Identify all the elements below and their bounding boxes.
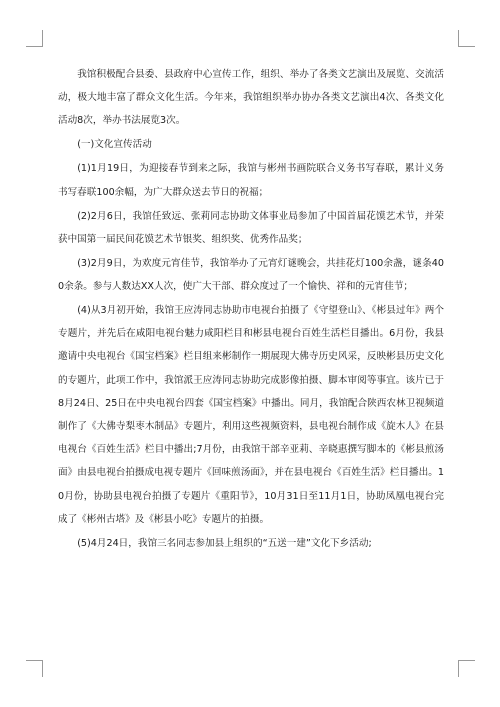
item-paragraph-5: (5)4月24日，我馆三名同志参加县上组织的“五送一建”文化下乡活动; [77,537,372,549]
section-heading: (一)文化宣传活动 [77,139,152,151]
crop-mark-top-left [26,30,43,47]
crop-mark-bottom-right [458,660,475,677]
item-paragraph-2: (2)2月6日，我馆任致远、张莉同志协助文体事业局参加了中国首届花馍艺术节，并荣获中国第一届民间花馍艺术节银奖、组织奖、优秀作品奖； [58,210,444,245]
intro-paragraph: 我馆积极配合县委、县政府中心宣传工作，组织、举办了各类文艺演出及展览、交流活动，极大地丰富了群众文化生活。今年来，我馆组织举办协办各类文艺演出4次、各类文化活动8次，举办书法展览3次。 [58,69,444,127]
item-paragraph-3: (3)2月9日，为欢度元宵佳节，我馆举办了元宵灯谜晚会，共挂花灯100余盏，谜条400余条。参与人数达XX人次，使广大干部、群众度过了一个愉快、祥和的元宵佳节； [58,257,444,293]
document-body [58,63,444,555]
item-paragraph-4: (4)从3月初开始，我馆王应涛同志协助市电视台拍摄了《守望登山》、《彬县过年》两个专题片，并先后在咸阳电视台魅力咸阳栏目和彬县电视台百姓生活栏目播出。6月份，我县邀请中央电视台《国宝档案》栏目组来彬制作一期展现大佛寺历史风采，反映彬县历史文化的专题片，此项工作中，我馆派王应涛同志协助完成影像拍摄、脚本审阅等事宜。该片已于8月24日、25日在中央电视台四套《国宝档案》中播出。同月，我馆配合陕西农林卫视频道制作了《大佛寺梨枣木制品》专题片，利用这些视频资料，县电视台制作成《旋木人》在县电视台《百姓生活》栏目中播出;7月份，由我馆干部辛亚莉、辛晓惠撰写脚本的《彬县煎汤面》由县电视台拍摄成电视专题片《回味煎汤面》，并在县电视台《百姓生活》栏目播出。10月份，协助县电视台拍摄了专题片《重阳节》，10月31日至11月1日，协助凤凰电视台完成了《彬州古塔》及《彬县小吃》专题片的拍摄。 [58,305,444,525]
crop-mark-bottom-left [26,660,43,677]
item-paragraph-1: (1)1月19日，为迎接春节到来之际，我馆与彬州书画院联合义务书写春联，累计义务书写春联100余幅，为广大群众送去节日的祝福； [58,163,444,198]
crop-mark-top-right [458,30,475,47]
